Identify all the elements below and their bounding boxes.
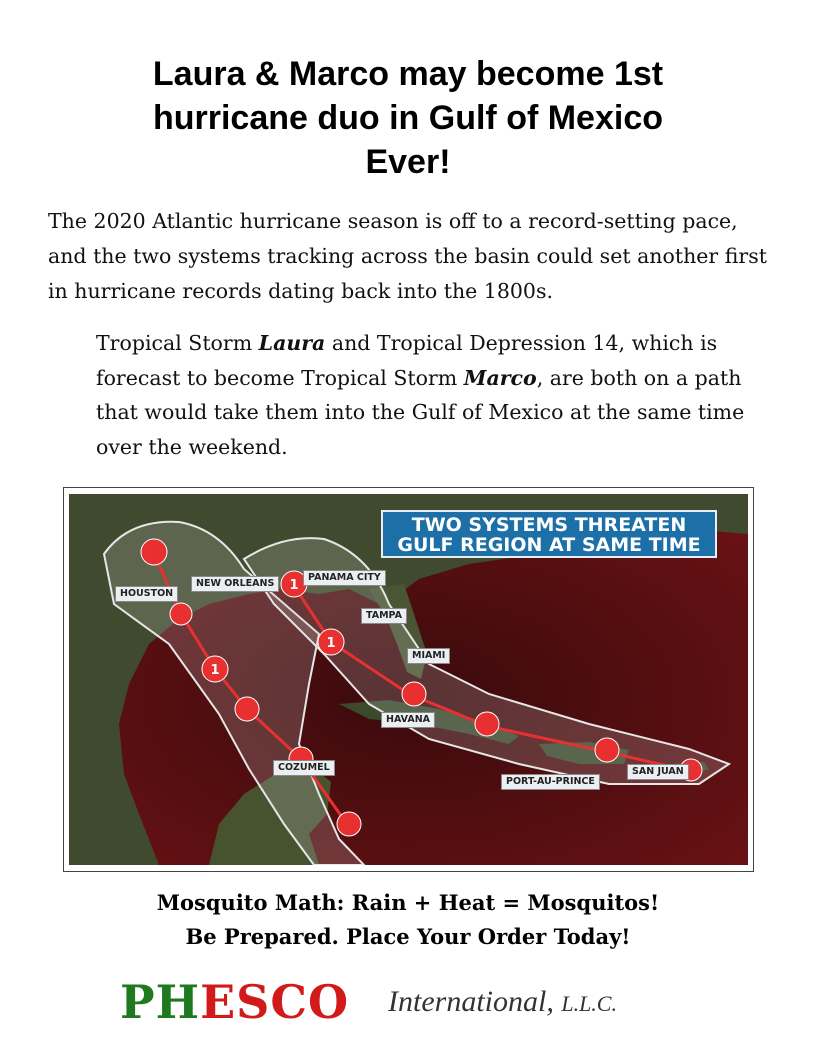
headline-line-3: Ever! xyxy=(365,143,451,181)
logo-international: International, xyxy=(388,985,554,1018)
map-banner-line-1: TWO SYSTEMS THREATEN xyxy=(411,514,687,536)
logo-ph: PH xyxy=(120,975,201,1029)
storm-name-laura: Laura xyxy=(258,331,326,355)
logo-llc: L.L.C. xyxy=(561,991,617,1016)
city-label-miami: MIAMI xyxy=(407,648,450,664)
promo-line-2: Be Prepared. Place Your Order Today! xyxy=(185,924,631,949)
storm-marker-4 xyxy=(235,697,259,721)
logo-subtitle xyxy=(388,985,617,1019)
storm-marker-9 xyxy=(402,682,426,706)
quote-text-1: Tropical Storm xyxy=(96,331,259,355)
city-label-cozumel: COZUMEL xyxy=(273,760,335,776)
storm-marker-6 xyxy=(337,812,361,836)
city-label-tampa: TAMPA xyxy=(361,608,407,624)
category-label-marco: 1 xyxy=(210,663,220,678)
city-label-san-juan: SAN JUAN xyxy=(627,764,689,780)
hurricane-map-frame xyxy=(63,487,754,872)
hurricane-marker-1 xyxy=(141,539,167,565)
storm-marker-2 xyxy=(170,603,192,625)
intro-paragraph: The 2020 Atlantic hurricane season is off to a record-setting pace, and the two systems tracking across the basin could set another first in hurricane records dating back into the 1800s. xyxy=(48,209,767,303)
hurricane-map xyxy=(69,494,748,865)
headline-line-2: hurricane duo in Gulf of Mexico xyxy=(152,99,664,137)
city-label-panama-city: PANAMA CITY xyxy=(303,570,386,586)
quote-text-2: and Tropical Depression 14, which is forecast to become Tropical Storm xyxy=(96,331,718,390)
headline-line-1: Laura & Marco may become 1st xyxy=(152,55,664,93)
city-label-havana: HAVANA xyxy=(381,712,435,728)
storm-marker-10 xyxy=(475,712,499,736)
storm-paragraph xyxy=(96,326,756,464)
promo-line-1: Mosquito Math: Rain + Heat = Mosquitos! xyxy=(156,890,660,915)
map-banner-line-2: GULF REGION AT SAME TIME xyxy=(397,534,701,556)
map-banner xyxy=(381,510,717,558)
logo-wordmark xyxy=(120,975,349,1029)
category-label-laura-b: 1 xyxy=(326,636,336,651)
storm-marker-11 xyxy=(595,738,619,762)
city-label-new-orleans: NEW ORLEANS xyxy=(191,576,279,592)
headline xyxy=(60,52,756,184)
quote-text-3: , are both on a path that would take them into the Gulf of Mexico at the same time over the weekend. xyxy=(96,365,745,459)
city-label-port-au-prince: PORT-AU-PRINCE xyxy=(501,774,600,790)
category-label-laura-a: 1 xyxy=(289,578,299,593)
city-label-houston: HOUSTON xyxy=(115,586,178,602)
promo-text xyxy=(100,886,716,954)
logo-esco: ESCO xyxy=(200,975,350,1029)
storm-name-marco: Marco xyxy=(463,365,537,390)
phesco-logo xyxy=(120,975,680,1031)
